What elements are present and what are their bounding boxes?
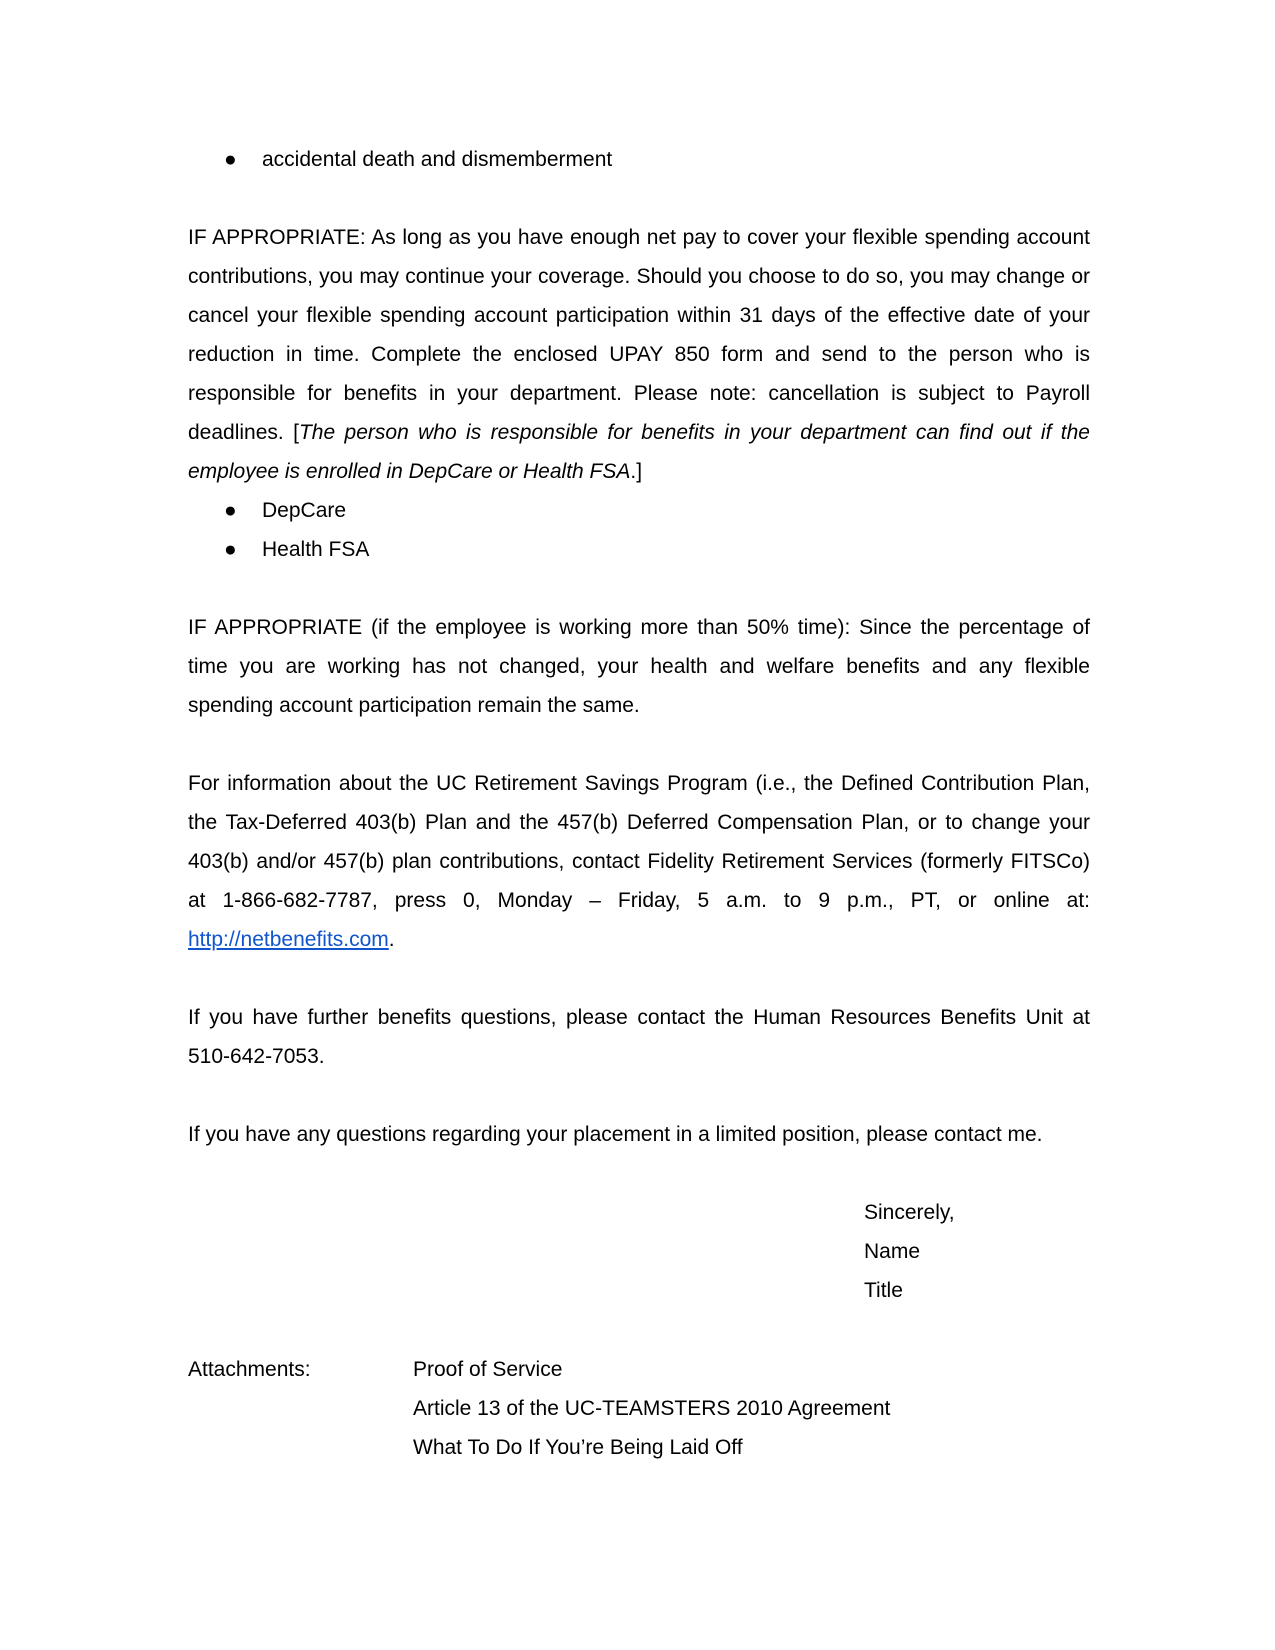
paragraph-questions-text: If you have any questions regarding your placement in a limited position, please contact me. — [188, 1123, 1043, 1146]
paragraph-benefits-text: If you have further benefits questions, please contact the Human Resources Benefits Unit at 510-642-7053. — [188, 1006, 1090, 1068]
list-item-text: accidental death and dismemberment — [262, 148, 613, 171]
paragraph-retirement — [188, 764, 1090, 959]
paragraph-benefits — [188, 998, 1090, 1076]
attachment-item: Proof of Service — [413, 1358, 563, 1381]
bullet-icon: ● — [224, 538, 237, 561]
attachments-list — [413, 1350, 890, 1467]
paragraph-50-percent-text: IF APPROPRIATE (if the employee is working more than 50% time): Since the percentage of time you are working has not changed, your health and welfare benefits and any flexible spending account participation remain the same. — [188, 616, 1090, 717]
list-item — [0, 491, 1275, 530]
list-item — [0, 140, 1275, 179]
signature-name: Name — [864, 1240, 921, 1263]
paragraph-fsa-text: IF APPROPRIATE: As long as you have enough net pay to cover your flexible spending account contributions, you may continue your coverage. Should you choose to do so, you may change or cancel your flexible spending account participation within 31 days of the effective date of your reduction in time. Complete the enclosed UPAY 850 form and send to the person who is responsible for benefits in your department. Please note: cancellation is subject to Payroll deadlines. [ — [188, 226, 1090, 444]
list-item — [0, 530, 1275, 569]
bullet-icon: ● — [224, 148, 237, 171]
paragraph-fsa-italic: The person who is responsible for benefits in your department can find out if the employee is enrolled in DepCare or Health FSA — [188, 421, 1090, 483]
attachments-label: Attachments: — [188, 1358, 311, 1381]
paragraph-retirement-text: For information about the UC Retirement Savings Program (i.e., the Defined Contribution Plan, the Tax-Deferred 403(b) Plan and the 457(b) Deferred Compensation Plan, or to change your 403(b) and/or 457(b) plan contributions, contact Fidelity Retirement Services (formerly FITSCo) at 1-866-682-7787, press 0, Monday – Friday, 5 a.m. to 9 p.m., PT, or online at: — [188, 772, 1090, 912]
paragraph-fsa — [188, 218, 1090, 491]
list-item-text: DepCare — [262, 499, 347, 522]
list-item-text: Health FSA — [262, 538, 370, 561]
paragraph-50-percent — [188, 608, 1090, 725]
netbenefits-link[interactable]: http://netbenefits.com — [188, 928, 389, 951]
bullet-icon: ● — [224, 499, 237, 522]
signature-block — [864, 1193, 955, 1310]
attachment-item: What To Do If You’re Being Laid Off — [413, 1436, 743, 1459]
attachment-item: Article 13 of the UC-TEAMSTERS 2010 Agreement — [413, 1397, 891, 1420]
paragraph-questions — [188, 1115, 1090, 1154]
signature-title: Title — [864, 1279, 903, 1302]
signature-closing: Sincerely, — [864, 1201, 955, 1224]
paragraph-retirement-after: . — [388, 928, 395, 951]
paragraph-fsa-after: .] — [630, 460, 643, 483]
